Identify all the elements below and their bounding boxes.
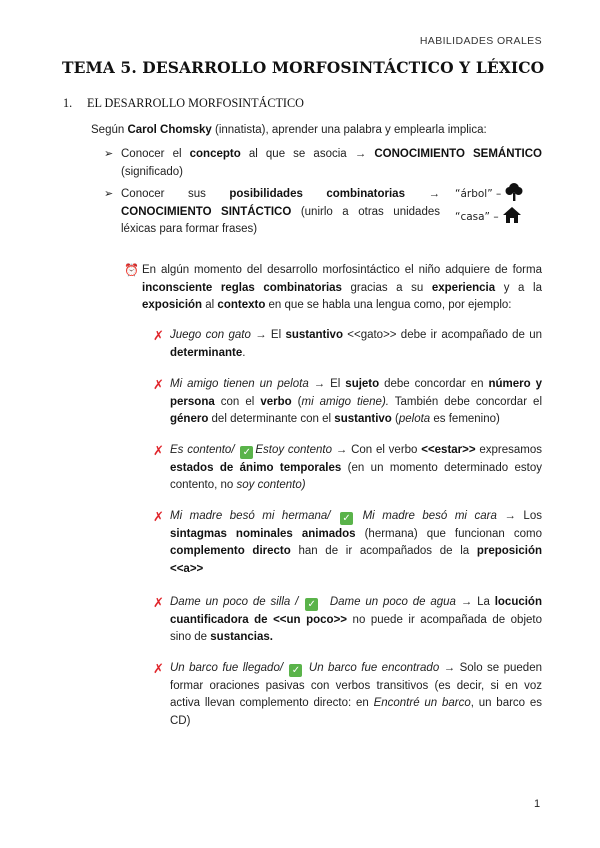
right-example: Estoy contento: [255, 444, 332, 456]
wrong-example: Juego con gato: [170, 329, 251, 341]
example-text: debe concordar en: [379, 378, 489, 390]
tree-icon: [504, 182, 524, 202]
page-title: TEMA 5. DESARROLLO MORFOSINTÁCTICO Y LÉXICO: [62, 58, 545, 77]
bullet-text: Conocer el: [121, 148, 190, 160]
bullet-text: al que se asocia →: [240, 148, 375, 160]
word-casa: “casa” –: [455, 211, 499, 223]
intro-text: Según: [91, 124, 128, 136]
example-text: → Solo se pueden formar oraciones pasivas con verbos transitivos (es decir, si en voz activa llevan complemento directo: en: [170, 662, 542, 709]
bullet-item: [104, 146, 542, 181]
bullet-text: Conocer sus: [121, 188, 230, 200]
page-number: 1: [534, 798, 541, 810]
bullet-text: (significado): [121, 165, 183, 178]
check-mark-icon: ✓: [340, 512, 353, 525]
alarm-text: gracias a su: [341, 281, 432, 294]
example-bold: complemento directo: [170, 545, 291, 557]
alarm-text: En algún momento del desarrollo morfosintáctico el niño adquiere de forma: [142, 264, 542, 276]
example-text: → El: [308, 378, 346, 390]
example-bold: sustantivo: [285, 329, 343, 341]
check-mark-icon: ✓: [289, 664, 302, 677]
alarm-bold: contexto: [217, 299, 266, 311]
example-text: no puede ir acompañada de objeto sino de: [170, 613, 542, 643]
example-italic: soy contento): [236, 479, 306, 491]
alarm-bold: experiencia: [431, 281, 496, 294]
illustration-words: [455, 180, 555, 230]
example-bold: género: [170, 413, 209, 425]
example-text: con el: [214, 395, 261, 408]
example-text: expresamos: [475, 444, 543, 456]
intro-author: Carol Chomsky: [127, 124, 212, 136]
example-item: [153, 660, 542, 730]
example-text: → La: [455, 596, 495, 608]
example-text: → Los: [496, 510, 542, 522]
intro-text: (innatista), aprender una palabra y emplearla implica:: [211, 124, 487, 136]
example-text: → Con el verbo: [332, 444, 422, 456]
bullet-bold: concepto: [189, 148, 241, 160]
example-text: También debe concordar el: [388, 395, 542, 408]
alarm-bold: inconsciente reglas combinatorias: [142, 281, 342, 294]
example-text: del determinante con el: [208, 413, 335, 425]
section-title: EL DESARROLLO MORFOSINTÁCTICO: [87, 96, 304, 110]
check-mark-icon: ✓: [305, 598, 318, 611]
example-bold: sustancias.: [210, 631, 273, 643]
example-text: (en un momento determinado estoy contento, no: [170, 461, 542, 491]
example-bold: estados de ánimo temporales: [170, 461, 342, 474]
example-item: [153, 442, 542, 495]
example-bold: sintagmas nominales animados: [170, 527, 356, 540]
example-bold: determinante: [170, 346, 243, 359]
example-text: (: [291, 395, 302, 408]
house-icon: [502, 206, 522, 224]
right-example: Mi madre besó mi cara: [362, 510, 497, 522]
running-header: HABILIDADES ORALES: [419, 35, 542, 47]
wrong-example: Dame un poco de silla /: [170, 596, 299, 608]
cross-mark-icon: ✗: [153, 661, 164, 676]
example-bold: <<estar>>: [421, 444, 476, 456]
wrong-example: Es contento/: [170, 444, 235, 456]
wrong-example: Mi amigo tienen un pelota: [170, 378, 309, 390]
bullet-bold: CONOCIMIENTO SEMÁNTICO: [374, 148, 542, 160]
cross-mark-icon: ✗: [153, 328, 164, 343]
example-item: [153, 376, 542, 429]
right-example: Un barco fue encontrado: [308, 662, 440, 674]
example-text: es femenino): [430, 413, 500, 425]
bullet-text: (unirlo a otras unidades léxicas para formar frases): [121, 205, 440, 235]
example-bold: sujeto: [345, 378, 380, 390]
example-item: [153, 327, 542, 362]
example-text: .: [242, 346, 246, 359]
example-bold: locución cuantificadora de <<un poco>>: [170, 596, 542, 626]
bullet-item: [104, 186, 440, 239]
right-example: Dame un poco de agua: [329, 596, 456, 608]
bullet-bold: CONOCIMIENTO SINTÁCTICO: [121, 205, 292, 218]
section-heading: [63, 96, 304, 111]
example-bold: verbo: [260, 395, 292, 408]
example-text: (hermana) que funcionan como: [355, 527, 542, 540]
bullet-text: →: [404, 188, 440, 200]
example-italic: Encontré un barco: [373, 697, 471, 709]
illustration-row: [455, 182, 524, 202]
alarm-text: en que se habla una lengua como, por ejemplo:: [265, 299, 512, 311]
alarm-clock-icon: ⏰: [124, 263, 139, 277]
alarm-bold: exposición: [142, 299, 203, 311]
example-text: <<gato>> debe ir acompañado de un: [342, 329, 543, 341]
example-item: [153, 594, 542, 647]
example-item: [153, 508, 542, 578]
word-arbol: “árbol” –: [455, 188, 502, 200]
example-text: → El: [250, 329, 286, 341]
cross-mark-icon: ✗: [153, 377, 164, 392]
example-bold: sustantivo: [334, 413, 392, 425]
intro-paragraph: [91, 122, 541, 140]
example-italic: pelota: [398, 413, 431, 425]
example-bold: preposición <<a>>: [170, 545, 542, 575]
alarm-text: y a la: [495, 281, 542, 294]
cross-mark-icon: ✗: [153, 509, 164, 524]
illustration-row: [455, 206, 522, 224]
alarm-text: al: [202, 299, 218, 311]
example-text: han de ir acompañados de la: [290, 545, 477, 557]
example-italic: mi amigo tiene).: [301, 395, 389, 408]
example-text: (: [391, 413, 399, 425]
check-mark-icon: ✓: [240, 446, 253, 459]
example-bold: número y persona: [170, 378, 542, 408]
example-text: , un barco es CD): [170, 697, 542, 727]
arrow-bullet-icon: ➢: [104, 148, 114, 160]
wrong-example: Un barco fue llegado/: [170, 662, 284, 674]
wrong-example: Mi madre besó mi hermana/: [170, 510, 331, 522]
cross-mark-icon: ✗: [153, 443, 164, 458]
arrow-bullet-icon: ➢: [104, 188, 114, 200]
cross-mark-icon: ✗: [153, 595, 164, 610]
alarm-paragraph: [124, 262, 542, 315]
section-number: 1.: [63, 96, 73, 110]
bullet-bold: posibilidades combinatorias: [229, 188, 405, 200]
